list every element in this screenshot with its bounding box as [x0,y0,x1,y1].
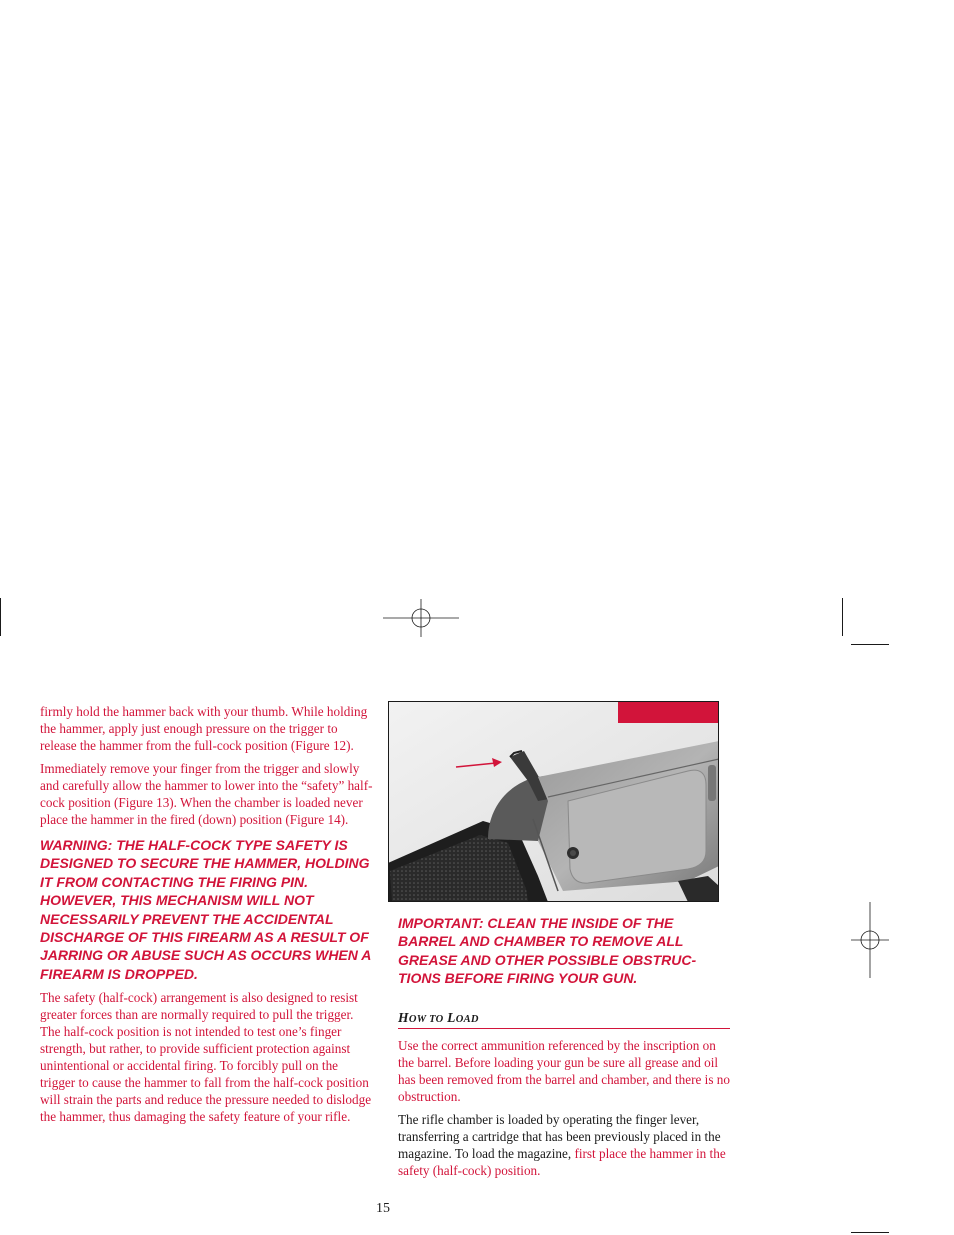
section-heading-how-to-load: HOW TO LOAD [398,1010,730,1029]
warning-half-cock: WARNING: THE HALF-COCK TYPE SAFETY IS DESIGNED TO SECURE THE HAMMER, HOLDING IT FROM CONTACTING THE FIRING PIN. HOWEVER, THIS MECHANISM WILL NOT NECESSARILY PREVENT THE ACCIDENTAL DISCHARGE OF THIS FIREARM AS A RESULT OF JARRING OR ABUSE SUCH AS OCCURS WHEN A FIREARM IS DROPPED. [40,837,371,982]
crosshair-icon [851,902,889,978]
paragraph-correct-ammunition: Use the correct ammunition referenced by the inscription on the barrel. Before loading your gun be sure all grease and oil has been removed from the barrel and chamber, and there is no obstruction. [398,1037,730,1104]
important-clean-barrel: IMPORTANT: CLEAN THE INSIDE OF THE BARREL AND CHAMBER TO REMOVE ALL GREASE AND OTHER POSSIBLE OBSTRUC- TIONS BEFORE FIRING YOUR GUN. [398,915,697,987]
right-column [398,914,730,1179]
rifle-hammer-photo [388,701,719,902]
page-number: 15 [376,1201,390,1216]
paragraph-load-chamber: The rifle chamber is loaded by operating the finger lever, transferring a cartridge that has been previously placed in the magazine. To load the magazine, first place the hammer in the safety (half-cock) position. [398,1111,726,1178]
paragraph-safety-arrangement: The safety (half-cock) arrangement is also designed to resist greater forces than are normally required to pull the trigger. The half-cock position is not intended to test one’s finger strength, but rather, to provide sufficient protection against unintentional or accidental firing. To forcibly pull on the trigger to cause the hammer to fall from the half-cock position will strain the parts and reduce the pressure needed to dislodge the hammer, thus damaging the safety feature of your rifle. [40,990,372,1125]
paragraph-hold-hammer: firmly hold the hammer back with your thumb. While holding the hammer, apply just enough pressure on the trigger to release the hammer from the full-cock position (Figure 12). [40,704,368,753]
left-column [40,703,375,1125]
crosshair-icon [383,599,459,637]
paragraph-lower-hammer: Immediately remove your finger from the trigger and slowly and carefully allow the hammer to lower into the “safety” half-cock position (Figure 13). When the chamber is loaded never place the hammer in the fired (down) position (Figure 14). [40,761,373,827]
